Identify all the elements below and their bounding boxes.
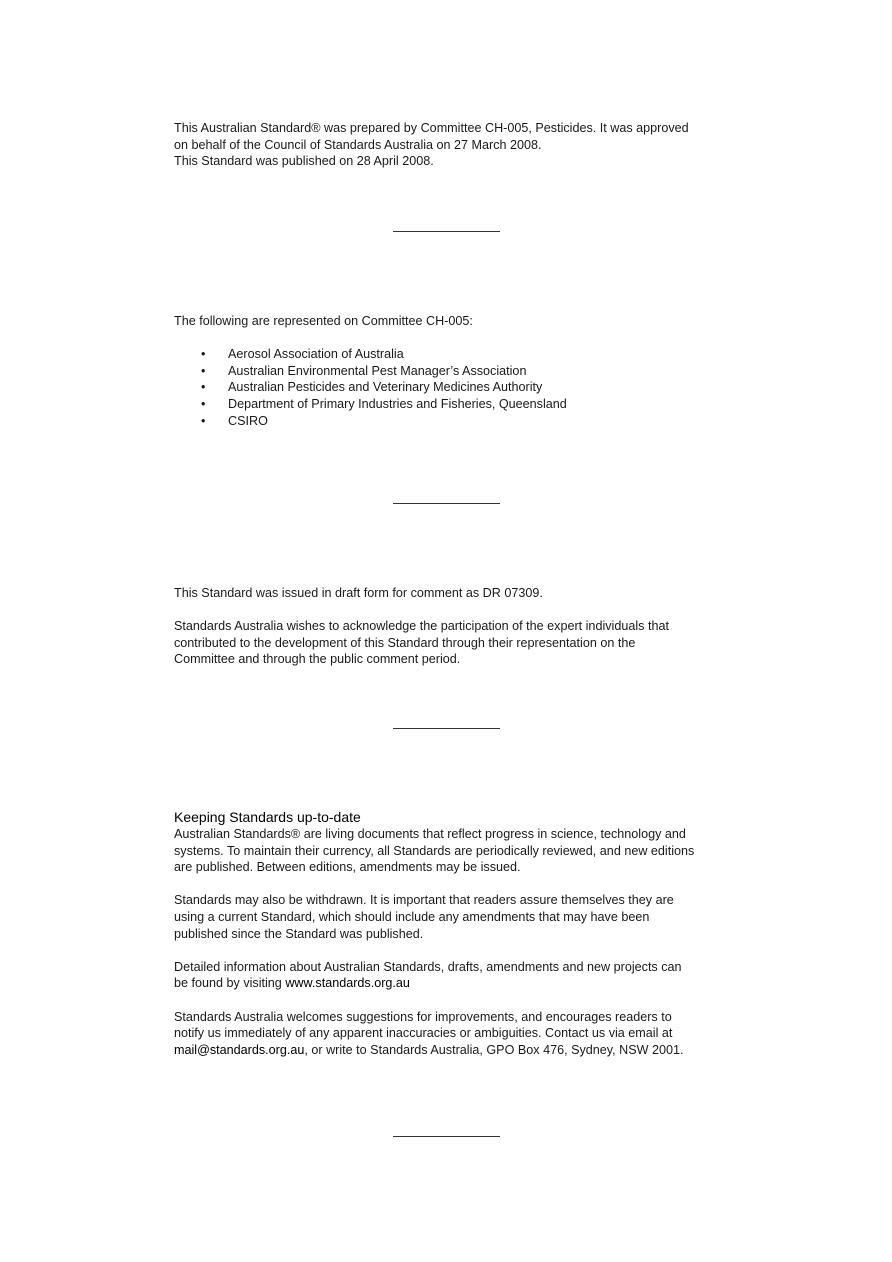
approval-line: on behalf of the Council of Standards Australia on 27 March 2008. [174,137,542,152]
paragraph-line: published since the Standard was published. [174,926,424,941]
bullet: • [201,380,206,395]
paragraph-line: systems. To maintain their currency, all Standards are periodically reviewed, and new editions [174,843,695,858]
paragraph-line: Detailed information about Australian Standards, drafts, amendments and new projects can [174,959,682,974]
bullet: • [201,347,206,362]
acknowledgement-line: Standards Australia wishes to acknowledge the participation of the expert individuals that [174,619,669,634]
list-item: • Aerosol Association of Australia [201,347,404,362]
paragraph-line: using a current Standard, which should include any amendments that may have been [174,909,650,924]
draft-section [174,585,734,668]
section-divider [393,728,500,729]
paragraph-line: mail@standards.org.au, or write to Standards Australia, GPO Box 476, Sydney, NSW 2001. [174,1042,684,1057]
draft-notice: This Standard was issued in draft form for comment as DR 07309. [174,586,543,600]
website-link[interactable]: www.standards.org.au [285,976,410,991]
list-item: • Australian Pesticides and Veterinary Medicines Authority [201,380,543,395]
publication-line: This Standard was published on 28 April 2008. [174,154,434,169]
keeping-standards-section [174,809,734,1058]
section-divider [393,503,500,504]
section-heading: Keeping Standards up-to-date [174,809,361,825]
committee-intro: The following are represented on Committee CH-005: [174,314,473,328]
approval-line: This Australian Standard® was prepared by Committee CH-005, Pesticides. It was approved [174,121,689,135]
list-item: • Australian Environmental Pest Manager’s Association [201,363,527,378]
bullet: • [201,396,206,411]
committee-member-list [174,346,734,429]
approval-notice [174,120,734,170]
section-divider [393,231,500,232]
acknowledgement-line: Committee and through the public comment period. [174,652,461,667]
document-page [174,0,734,1262]
list-item: • Department of Primary Industries and Fisheries, Queensland [201,396,567,411]
bullet: • [201,363,206,378]
acknowledgement-line: contributed to the development of this Standard through their representation on the [174,635,636,650]
list-item: • CSIRO [201,413,268,428]
paragraph-line: notify us immediately of any apparent inaccuracies or ambiguities. Contact us via email at [174,1026,673,1041]
paragraph-line: Standards may also be withdrawn. It is important that readers assure themselves they are [174,893,674,908]
email-link[interactable]: mail@standards.org.au [174,1042,305,1057]
paragraph-line: are published. Between editions, amendments may be issued. [174,860,521,875]
bullet: • [201,413,206,428]
section-divider [393,1136,500,1137]
paragraph-line: be found by visiting www.standards.org.au [174,976,410,991]
committee-section [174,313,734,429]
paragraph-line: Standards Australia welcomes suggestions for improvements, and encourages readers to [174,1009,672,1024]
paragraph-line: Australian Standards® are living documents that reflect progress in science, technology and [174,827,686,841]
